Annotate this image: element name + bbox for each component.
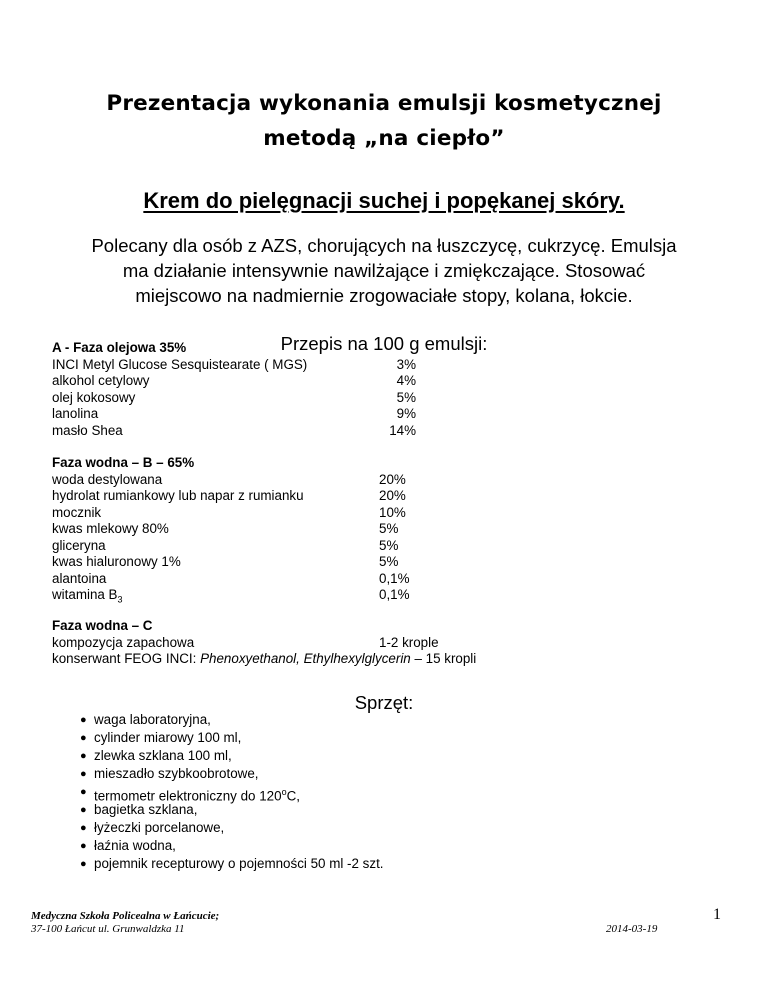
ingredient-name: INCI Metyl Glucose Sesquistearate ( MGS) [52,356,308,372]
ingredient-amount: 4% [396,373,416,388]
ingredient-row [52,356,416,374]
ingredient-amount: 5% [379,521,399,536]
bullet-icon: ● [80,822,87,834]
ingredient-amount: 5% [396,389,416,405]
list-item: ● termometr elektroniczny do 120$^o$C, [80,783,384,801]
ingredient-row [52,504,406,522]
ingredient-amount: 9% [396,406,416,421]
bullet-icon: ● [80,714,87,726]
recipe-heading: Przepis na 100 g emulsji: [280,333,488,354]
ingredient-row [52,570,410,588]
preservative-line [52,651,476,668]
ingredient-name: alkohol cetylowy [52,373,150,388]
ingredient-row [52,488,406,505]
phase-b-header: Faza wodna – B – 65% [52,455,195,470]
ingredient-name: kwas hialuronowy 1% [52,554,181,569]
intro-line-3: miejscowo na nadmiernie zrogowaciałe stopy, kolana, łokcie. [135,285,633,306]
footer-school [31,910,219,936]
intro-paragraph [40,233,728,308]
ingredient-row [52,389,416,407]
document-title [40,86,728,156]
list-item: ● pojemnik recepturowy o pojemności 50 ml -2 szt. [80,856,384,871]
page-number: 1 [713,906,721,923]
ingredient-amount: 1-2 krople [379,634,439,650]
ingredient-row [52,537,399,555]
bullet-icon: ● [80,732,87,744]
ingredient-amount: 0,1% [379,570,410,586]
ingredient-amount: 3% [396,356,416,372]
bullet-icon: ● [80,858,87,870]
footer-school-name: Medyczna Szkoła Policealna w Łańcucie; [31,910,220,922]
equipment-list [80,711,384,873]
ingredient-row [52,471,406,489]
ingredient-name: kwas mlekowy 80% [52,521,169,536]
ingredient-row [52,587,410,605]
ingredient-name: alantoina [52,570,107,586]
ingredient-amount: 14% [389,422,416,438]
ingredient-amount: 20% [379,471,406,487]
footer-school-address: 37-100 Łańcut ul. Grunwaldzka 11 [31,923,185,935]
preservative-dose: – 15 kropli [410,651,477,666]
list-item: ● cylinder miarowy 100 ml, [80,730,242,745]
ingredient-name: olej kokosowy [52,389,136,405]
bullet-icon: ● [80,786,87,798]
intro-line-1: Polecany dla osób z AZS, chorujących na łuszczycę, cukrzycę. Emulsja [91,235,677,256]
ingredient-name: mocznik [52,504,102,520]
list-item: ● mieszadło szybkoobrotowe, [80,766,259,781]
degree-superscript: o [281,787,287,797]
bullet-icon: ● [80,804,87,816]
preservative-prefix: konserwant FEOG INCI: [52,651,201,666]
ingredient-name: woda destylowana [52,471,163,487]
ingredient-amount: 0,1% [379,587,410,602]
ingredient-row [52,635,476,652]
bullet-icon: ● [80,768,87,780]
phase-c-section [52,618,476,668]
bullet-icon: ● [80,840,87,852]
bullet-icon: ● [80,750,87,762]
ingredient-name: kompozycja zapachowa [52,634,195,650]
ingredient-row [52,521,399,538]
ingredient-name: lanolina [52,406,99,421]
title-line-2: metodą „na ciepło” [263,126,505,151]
ingredient-amount: 5% [379,537,399,553]
vitamin-name: witamina B [52,587,118,602]
list-item: ● łyżeczki porcelanowe, [80,820,225,835]
list-item: ● łaźnia wodna, [80,838,176,853]
equipment-heading: Sprzęt: [354,692,414,713]
list-item: ● bagietka szklana, [80,802,198,817]
intro-line-2: ma działanie intensywnie nawilżające i zmiękczające. Stosować [122,260,646,281]
title-line-1: Prezentacja wykonania emulsji kosmetycznej [106,91,662,116]
ingredient-name: masło Shea [52,422,123,438]
ingredient-name: hydrolat rumiankowy lub napar z rumianku [52,488,304,503]
recipe-subtitle: Krem do pielęgnacji suchej i popękanej skóry. [143,188,625,213]
phase-a-header: A - Faza olejowa 35% [52,340,187,355]
list-item: ● waga laboratoryjna, [80,712,211,727]
ingredient-row [52,422,416,440]
ingredient-name [52,587,123,608]
vitamin-subscript: 3 [117,594,123,605]
ingredient-row [52,554,399,571]
ingredient-amount: 10% [379,504,406,520]
ingredient-amount: 20% [379,488,406,503]
ingredient-name: gliceryna [52,537,106,553]
phase-c-header: Faza wodna – C [52,618,153,633]
ingredient-amount: 5% [379,554,399,569]
ingredient-row [52,373,416,390]
list-item: ● zlewka szklana 100 ml, [80,748,232,763]
footer-date: 2014-03-19 [606,923,658,935]
ingredient-row [52,406,416,423]
phase-a-section [52,340,416,439]
preservative-inci: Phenoxyethanol, Ethylhexylglycerin [200,651,411,666]
phase-b-section [52,455,410,605]
